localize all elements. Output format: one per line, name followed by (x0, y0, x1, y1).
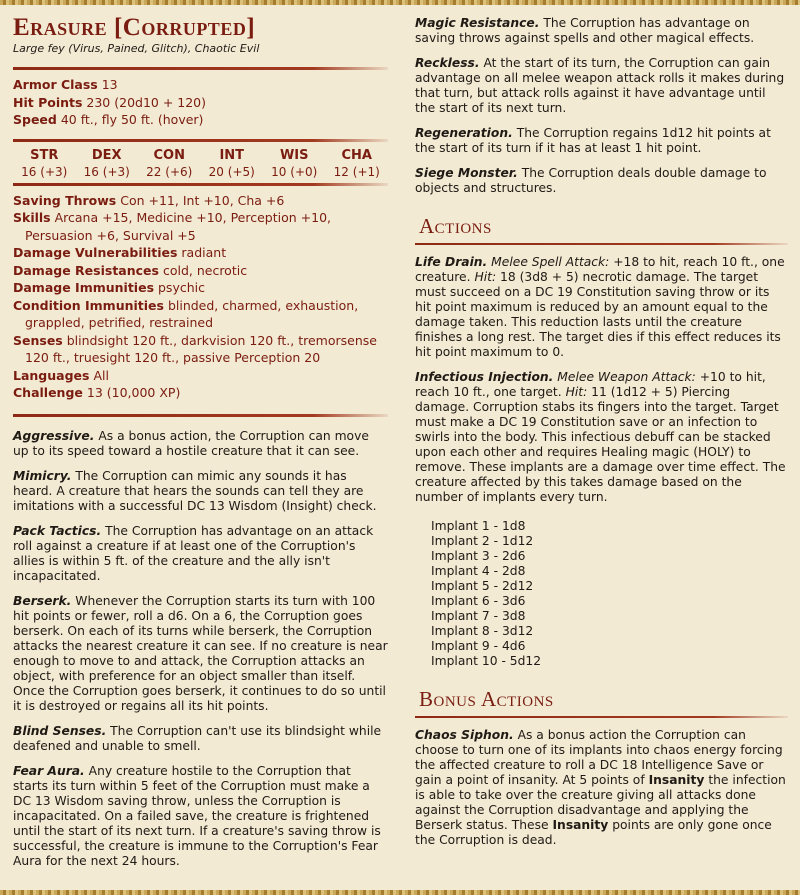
divider (13, 67, 388, 70)
page-border-top (0, 0, 800, 5)
challenge: Challenge 13 (10,000 XP) (13, 385, 181, 400)
trait-pack-tactics: Pack Tactics. The Corruption has advantage on an attack roll against a creature if at least one of the Corruption's allies is within 5 ft. of the creature and the ally isn't incapacitated. (13, 523, 374, 583)
ability-scores (13, 148, 388, 179)
action-life-drain: Life Drain. Melee Spell Attack: +18 to hit, reach 10 ft., one creature. Hit: 18 (3d8 + 5) necrotic damage. The target must succeed on a DC 19 Constitution saving throw or its hit point maximum is reduced by an amount equal to the damage taken. This reduction lasts until the creature finishes a long rest. The target dies if this effect reduces its hit point maximum to 0. (415, 255, 785, 359)
trait-berserk: Berserk. Whenever the Corruption starts its turn with 100 hit points or fewer, roll a d6. On a 6, the Corruption goes berserk. On each of its turns while berserk, the Corruption attacks the nearest creature it can see. If no creature is near enough to move to and attack, the Corruption attacks an object, with preference for an object smaller than itself. Once the Corruption goes berserk, it continues to do so until it is destroyed or regains all its hit points. (13, 593, 388, 713)
trait-reckless: Reckless. At the start of its turn, the Corruption can gain advantage on all melee weapon attack rolls it makes during that turn, but attack rolls against it have advantage until the start of its next turn. (415, 56, 785, 115)
bonus-chaos-siphon: Chaos Siphon. As a bonus action the Corruption can choose to turn one of its implants into chaos energy forcing the affected creature to roll a DC 18 Intelligence Save or gain a point of insanity. At 5 points of Insanity the infection is able to take over the creature giving all attacks done against the Corruption disadvantage and applying the Berserk status. These Insanity points are only gone once the Corruption is dead. (415, 728, 786, 847)
divider (415, 716, 788, 718)
skills: Skills Arcana +15, Medicine +10, Perception +10, Persuasion +6, Survival +5 (13, 210, 331, 243)
divider (13, 139, 388, 142)
trait-magic-resistance: Magic Resistance. The Corruption has advantage on saving throws against spells and other magical effects. (415, 16, 755, 45)
trait-blind-senses: Blind Senses. The Corruption can't use its blindsight while deafened and unable to smell. (13, 723, 382, 753)
implant-item: Implant 1 - 1d8 (431, 519, 526, 533)
damage-immunities: Damage Immunities psychic (13, 280, 205, 295)
actions-heading: Actions (419, 214, 492, 238)
ability-wis: WIS 10 (+0) (271, 147, 318, 179)
hit-points: Hit Points 230 (20d10 + 120) (13, 94, 207, 110)
bonus-actions-heading: Bonus Actions (419, 687, 554, 711)
speed: Speed 40 ft., fly 50 ft. (hover) (13, 112, 204, 127)
right-column (415, 10, 788, 858)
page-border-bottom (0, 890, 800, 895)
trait-mimicry: Mimicry. The Corruption can mimic any sounds it has heard. A creature that hears the sounds can tell they are imitations with a successful DC 13 Wisdom (Insight) check. (13, 468, 377, 513)
ability-str: STR 16 (+3) (21, 147, 68, 179)
damage-resistances: Damage Resistances cold, necrotic (13, 262, 248, 278)
implant-item: Implant 4 - 2d8 (431, 564, 526, 578)
implant-item: Implant 2 - 1d12 (431, 534, 534, 548)
action-infectious-injection: Infectious Injection. Melee Weapon Attack: +10 to hit, reach 10 ft., one target. Hit: 11 (1d12 + 5) Piercing damage. Corruption stabs its fingers into the target. Target must make a DC 19 Constitution save or an infection to swirls into the body. This infectious debuff can be stacked upon each other and requires Healing magic (HOLY) to remove. These implants are a damage over time effect. The creature affected by this takes damage based on the number of implants every turn. (415, 370, 786, 504)
trait-aggressive: Aggressive. As a bonus action, the Corruption can move up to its speed toward a hostile creature that it can see. (13, 428, 369, 458)
implant-item: Implant 5 - 2d12 (431, 579, 534, 593)
senses: Senses blindsight 120 ft., darkvision 120 ft., tremorsense 120 ft., truesight 120 ft., passive Perception 20 (13, 332, 377, 365)
left-column (13, 10, 388, 879)
monster-name: Erasure [Corrupted] (13, 14, 256, 41)
implant-item: Implant 6 - 3d6 (431, 594, 526, 608)
saving-throws: Saving Throws Con +11, Int +10, Cha +6 (13, 192, 285, 208)
damage-vulnerabilities: Damage Vulnerabilities radiant (13, 245, 227, 260)
divider (13, 414, 388, 417)
divider (415, 243, 788, 245)
divider (13, 183, 388, 186)
implant-item: Implant 8 - 3d12 (431, 624, 534, 638)
trait-fear-aura: Fear Aura. Any creature hostile to the Corruption that starts its turn within 5 feet of the Corruption must make a DC 13 Wisdom saving throw, unless the Corruption is incapacitated. On a failed save, the creature is frightened until the start of its next turn. If a creature's saving throw is successful, the creature is immune to the Corruption's Fear Aura for the next 24 hours. (13, 763, 381, 868)
ability-int: INT 20 (+5) (208, 147, 255, 179)
implant-item: Implant 3 - 2d6 (431, 549, 526, 563)
monster-type: Large fey (Virus, Pained, Glitch), Chaotic Evil (13, 42, 260, 55)
ability-con: CON 22 (+6) (146, 147, 193, 179)
ability-dex: DEX 16 (+3) (83, 147, 130, 179)
implant-item: Implant 10 - 5d12 (431, 654, 542, 668)
implant-item: Implant 9 - 4d6 (431, 639, 526, 653)
condition-immunities: Condition Immunities blinded, charmed, exhaustion, grappled, petrified, restrained (13, 297, 359, 330)
trait-siege-monster: Siege Monster. The Corruption deals double damage to objects and structures. (415, 166, 767, 195)
armor-class: Armor Class 13 (13, 77, 118, 92)
implant-list (431, 519, 788, 669)
implant-item: Implant 7 - 3d8 (431, 609, 526, 623)
ability-cha: CHA 12 (+1) (333, 147, 380, 179)
trait-regeneration: Regeneration. The Corruption regains 1d12 hit points at the start of its turn if it has at least 1 hit point. (415, 126, 771, 155)
languages: Languages All (13, 367, 109, 383)
